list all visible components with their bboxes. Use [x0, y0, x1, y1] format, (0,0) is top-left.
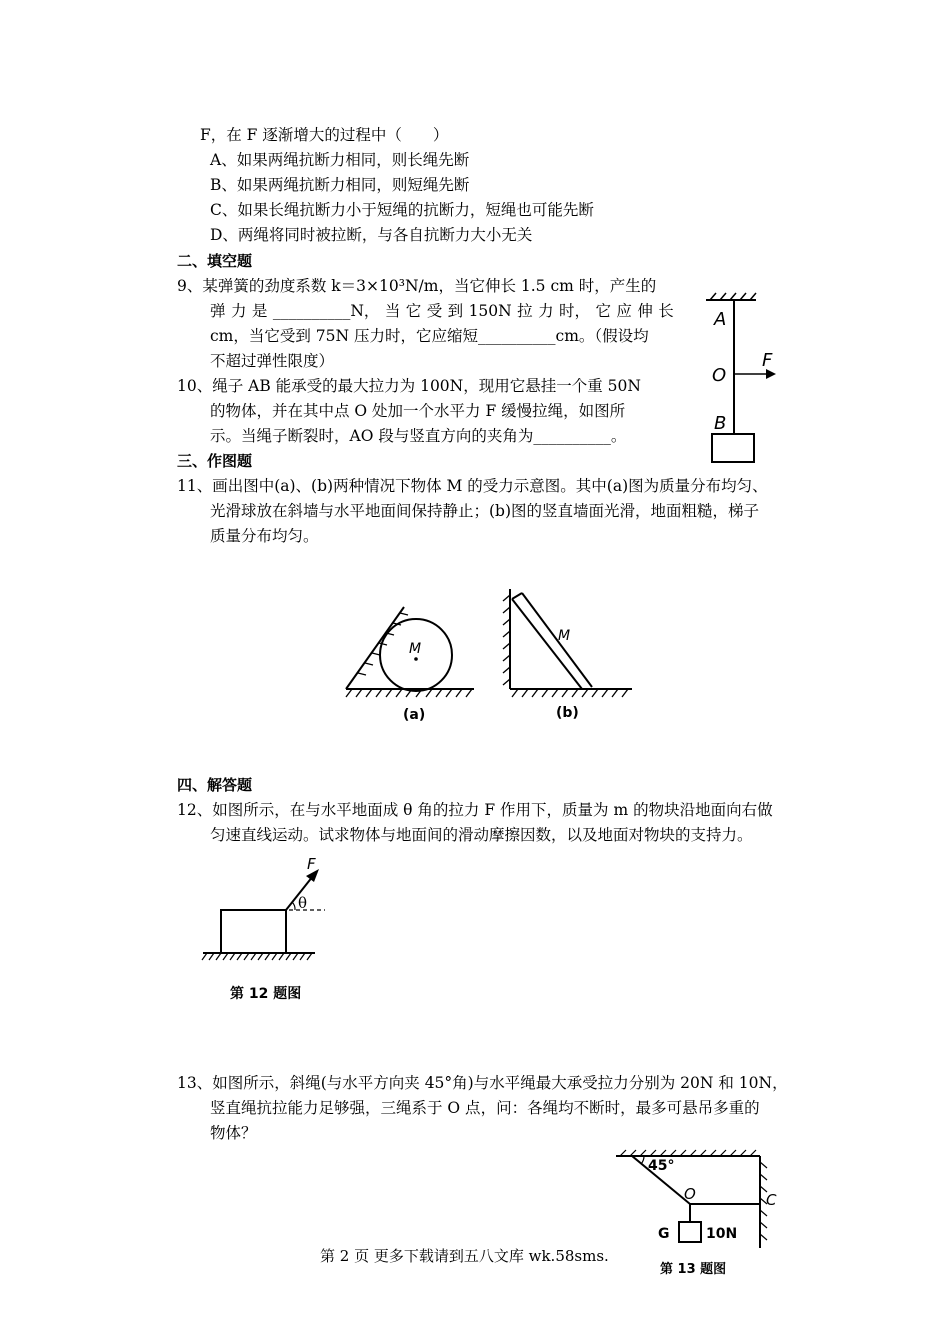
q9-line2-word: 受 — [426, 302, 443, 320]
q9-line2-word: 力 — [538, 302, 554, 320]
q10-line3: 示。当绳子断裂时，AO 段与竖直方向的夹角为__________。 — [210, 427, 627, 445]
q8-option-c: C、如果长绳抗断力小于短绳的抗断力，短绳也可能先断 — [210, 201, 594, 219]
q9-line2-word: 弹 — [210, 302, 226, 320]
section-title-fill-in: 二、填空题 — [177, 252, 253, 270]
section-title-drawing: 三、作图题 — [177, 452, 253, 470]
q8-stem-tail: F，在 F 逐渐增大的过程中（ ） — [200, 126, 449, 144]
q10-figure — [700, 288, 790, 468]
q9-line2-word: 伸 — [637, 302, 653, 320]
q13-label-weight: 10N — [706, 1226, 738, 1242]
q10-line2: 的物体，并在其中点 O 处加一个水平力 F 缓慢拉绳，如图所 — [210, 402, 626, 420]
q11-line3: 质量分布均匀。 — [210, 527, 319, 545]
q9-line2-word: 应 — [616, 302, 632, 320]
q11-line1: 11、画出图中(a)、(b)两种情况下物体 M 的受力示意图。其中(a)图为质量分布均匀、 — [177, 477, 768, 495]
section-title-answer: 四、解答题 — [177, 776, 253, 794]
q9-line2-word: 当 — [384, 302, 401, 320]
q11-figure — [330, 585, 640, 725]
q12-label-f: F — [307, 855, 316, 873]
q9-line4: 不超过弹性限度） — [210, 352, 335, 370]
q10-label-b: B — [714, 413, 727, 434]
q13-caption: 第 13 题图 — [660, 1262, 727, 1277]
q9-line2-word: 150N — [468, 302, 512, 320]
q13-line2: 竖直绳抗拉能力足够强，三绳系于 O 点，问：各绳均不断时，最多可悬吊多重的 — [210, 1099, 760, 1117]
q8-option-b: B、如果两绳抗断力相同，则短绳先断 — [210, 176, 470, 194]
q9-line2-word: 拉 — [517, 302, 533, 320]
q10-label-o: O — [712, 365, 727, 386]
q12-caption: 第 12 题图 — [230, 986, 302, 1002]
q13-figure — [610, 1148, 785, 1283]
q13-line3: 物体？ — [210, 1124, 257, 1142]
q12-line1: 12、如图所示，在与水平地面成 θ 角的拉力 F 作用下，质量为 m 的物块沿地面向右做 — [177, 801, 773, 819]
q9-line2-word: 它 — [405, 302, 422, 320]
q11-caption-b: (b) — [556, 705, 579, 721]
q11-label-m-b: M — [558, 628, 571, 644]
q12-line2: 匀速直线运动。试求物体与地面间的滑动摩擦因数，以及地面对物块的支持力。 — [210, 826, 753, 844]
q9-line2-word: 时， — [559, 302, 591, 320]
q13-label-o: O — [684, 1185, 696, 1203]
q13-line1: 13、如图所示，斜绳(与水平方向夹 45°角)与水平绳最大承受拉力分别为 20N 和 10N， — [177, 1074, 788, 1092]
q8-option-d: D、两绳将同时被拉断，与各自抗断力大小无关 — [210, 226, 533, 244]
q9-line2-word: 到 — [447, 302, 464, 320]
q9-line3: cm，当它受到 75N 压力时，它应缩短__________cm。（假设均 — [210, 327, 649, 345]
q8-option-a: A、如果两绳抗断力相同，则长绳先断 — [210, 151, 470, 169]
q9-line1: 9、某弹簧的劲度系数 k＝3×10³N/m，当它伸长 1.5 cm 时，产生的 — [177, 277, 657, 295]
q10-label-a: A — [714, 309, 727, 330]
q10-line1: 10、绳子 AB 能承受的最大拉力为 100N，现用它悬挂一个重 50N — [177, 377, 641, 395]
q9-line2-word: 是 — [251, 302, 268, 320]
q9-line2-word: 长 — [658, 302, 674, 320]
q13-label-c: C — [766, 1191, 777, 1209]
q13-label-angle: 45° — [648, 1158, 675, 1174]
q12-label-theta: θ — [298, 894, 308, 912]
q9-line2-word: 力 — [230, 302, 247, 320]
q9-line2 — [210, 301, 674, 321]
q12-figure — [195, 852, 335, 1007]
page-footer: 第 2 页 更多下载请到五八文库 wk.58sms. — [320, 1247, 609, 1265]
q11-line2: 光滑球放在斜墙与水平地面间保持静止；(b)图的竖直墙面光滑，地面粗糙，梯子 — [210, 502, 760, 520]
q13-label-g: G — [658, 1226, 670, 1242]
q9-line2-word: __________N， — [272, 302, 380, 320]
q11-label-m-a: M — [409, 641, 422, 657]
q9-line2-word: 它 — [595, 302, 611, 320]
q11-caption-a: (a) — [403, 707, 426, 723]
q10-label-f: F — [762, 350, 773, 371]
